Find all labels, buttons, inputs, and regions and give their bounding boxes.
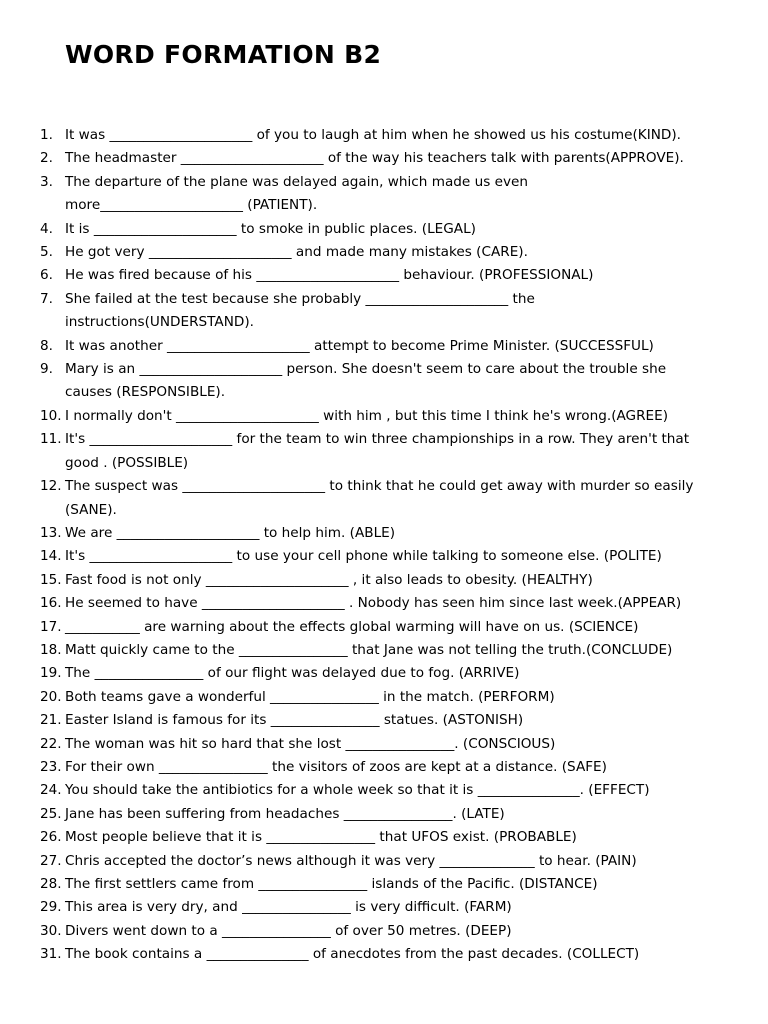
exercise-item (0, 592, 768, 615)
exercise-number: 16. (40, 595, 62, 612)
exercise-text-line: He got very _____________________ and made many mistakes (CARE). (65, 244, 528, 261)
exercise-item (0, 241, 768, 264)
exercise-number: 21. (40, 712, 62, 729)
exercise-item (0, 545, 768, 568)
exercise-number: 24. (40, 782, 62, 799)
exercise-item (0, 358, 768, 405)
exercise-number: 7. (40, 290, 53, 307)
exercise-text-line: The ________________ of our flight was delayed due to fog. (ARRIVE) (65, 665, 520, 682)
exercise-number: 22. (40, 735, 62, 752)
exercise-text-line: I normally don't _____________________ with him , but this time I think he's wrong.(AGREE) (65, 407, 669, 424)
exercise-text-line: Fast food is not only _____________________ , it also leads to obesity. (HEALTHY) (65, 571, 593, 588)
exercise-item (0, 569, 768, 592)
exercise-text-line: Divers went down to a ________________ of over 50 metres. (DEEP) (65, 922, 512, 939)
exercise-text-line: The headmaster _____________________ of the way his teachers talk with parents(APPROVE). (65, 150, 684, 167)
exercise-item (0, 264, 768, 287)
exercise-item (0, 826, 768, 849)
exercise-number: 1. (40, 127, 53, 143)
exercise-number: 29. (40, 899, 62, 916)
exercise-number: 31. (40, 946, 62, 963)
exercise-item (0, 405, 768, 428)
exercise-item (0, 920, 768, 943)
exercise-text-line: For their own ________________ the visitors of zoos are kept at a distance. (SAFE) (65, 758, 607, 775)
exercise-text-line: good . (POSSIBLE) (65, 454, 189, 471)
exercise-item (0, 616, 768, 639)
exercise-text-line: Most people believe that it is ________________ that UFOS exist. (PROBABLE) (65, 829, 577, 846)
exercise-number: 2. (40, 150, 53, 167)
exercise-item (0, 943, 768, 966)
exercise-item (0, 218, 768, 241)
exercise-item (0, 522, 768, 545)
exercise-item (0, 756, 768, 779)
exercise-item (0, 662, 768, 685)
exercise-number: 23. (40, 758, 62, 775)
exercise-item (0, 850, 768, 873)
exercise-number: 5. (40, 244, 53, 261)
exercise-item (0, 639, 768, 662)
exercise-item (0, 873, 768, 896)
exercise-text-line: The book contains a _______________ of anecdotes from the past decades. (COLLECT) (65, 946, 640, 963)
exercise-item (0, 475, 768, 522)
exercise-number: 4. (40, 220, 53, 237)
exercise-number: 17. (40, 618, 62, 635)
exercise-number: 10. (40, 407, 62, 424)
exercise-text-line: instructions(UNDERSTAND). (65, 314, 254, 331)
exercise-number: 18. (40, 641, 62, 658)
exercise-text-line: It's _____________________ for the team to win three championships in a row. They aren't that (65, 431, 690, 448)
exercise-item (0, 733, 768, 756)
exercise-number: 27. (40, 852, 62, 869)
exercise-item (0, 124, 768, 147)
exercise-text-line: Chris accepted the doctor’s news although it was very ______________ to hear. (PAIN) (65, 852, 637, 869)
exercise-text-line: This area is very dry, and ________________ is very difficult. (FARM) (65, 899, 512, 916)
exercise-text-line: Jane has been suffering from headaches ________________. (LATE) (65, 805, 505, 822)
exercise-text-line: Both teams gave a wonderful ________________ in the match. (PERFORM) (65, 688, 555, 705)
exercise-text-line: You should take the antibiotics for a whole week so that it is _______________. (EFFECT) (65, 782, 650, 799)
exercise-text-line: It was _____________________ of you to laugh at him when he showed us his costume(KIND). (65, 127, 681, 143)
exercise-text-line: The first settlers came from ________________ islands of the Pacific. (DISTANCE) (65, 876, 598, 892)
exercise-text-line: It is _____________________ to smoke in public places. (LEGAL) (65, 220, 476, 237)
exercise-text-line: Matt quickly came to the ________________ that Jane was not telling the truth.(CONCLUDE) (65, 641, 673, 658)
exercise-text-line: We are _____________________ to help him. (ABLE) (65, 524, 396, 541)
exercise-number: 26. (40, 829, 62, 846)
exercise-list (0, 124, 768, 967)
page-title: WORD FORMATION B2 (65, 40, 382, 69)
exercise-text-line: It was another _____________________ attempt to become Prime Minister. (SUCCESSFUL) (65, 337, 654, 354)
exercise-text-line: The woman was hit so hard that she lost ________________. (CONSCIOUS) (65, 735, 556, 752)
exercise-number: 13. (40, 524, 62, 541)
exercise-item (0, 779, 768, 802)
exercise-item (0, 288, 768, 335)
exercise-item (0, 896, 768, 919)
exercise-number: 14. (40, 548, 62, 565)
exercise-number: 28. (40, 876, 62, 892)
exercise-text-line: He was fired because of his _____________________ behaviour. (PROFESSIONAL) (65, 267, 594, 284)
exercise-number: 19. (40, 665, 62, 682)
exercise-number: 20. (40, 688, 62, 705)
exercise-text-line: It's _____________________ to use your cell phone while talking to someone else. (POLITE) (65, 548, 662, 565)
exercise-item (0, 171, 768, 218)
exercise-item (0, 147, 768, 170)
exercise-number: 12. (40, 478, 62, 495)
exercise-item (0, 803, 768, 826)
exercise-item (0, 686, 768, 709)
exercise-text-line: She failed at the test because she probably _____________________ the (65, 290, 535, 307)
exercise-text-line: The suspect was _____________________ to think that he could get away with murder so easily (65, 478, 694, 495)
exercise-text-line: Easter Island is famous for its ________________ statues. (ASTONISH) (65, 712, 524, 729)
exercise-item (0, 428, 768, 475)
exercise-text-line: ___________ are warning about the effects global warming will have on us. (SCIENCE) (65, 618, 639, 635)
exercise-item (0, 335, 768, 358)
exercise-text-line: He seemed to have _____________________ . Nobody has seen him since last week.(APPEAR) (65, 595, 682, 612)
exercise-number: 8. (40, 337, 53, 354)
exercise-text-line: causes (RESPONSIBLE). (65, 384, 226, 401)
exercise-number: 6. (40, 267, 53, 284)
exercise-number: 11. (40, 431, 62, 448)
exercise-text-line: Mary is an _____________________ person. She doesn't seem to care about the trouble she (65, 361, 667, 378)
exercise-number: 30. (40, 922, 62, 939)
exercise-text-line: The departure of the plane was delayed again, which made us even (65, 173, 528, 190)
exercise-text-line: more_____________________ (PATIENT). (65, 197, 318, 214)
exercise-item (0, 709, 768, 732)
exercise-number: 9. (40, 361, 53, 378)
exercise-number: 25. (40, 805, 62, 822)
exercise-number: 15. (40, 571, 62, 588)
exercise-text-line: (SANE). (65, 501, 117, 518)
exercise-number: 3. (40, 173, 53, 190)
